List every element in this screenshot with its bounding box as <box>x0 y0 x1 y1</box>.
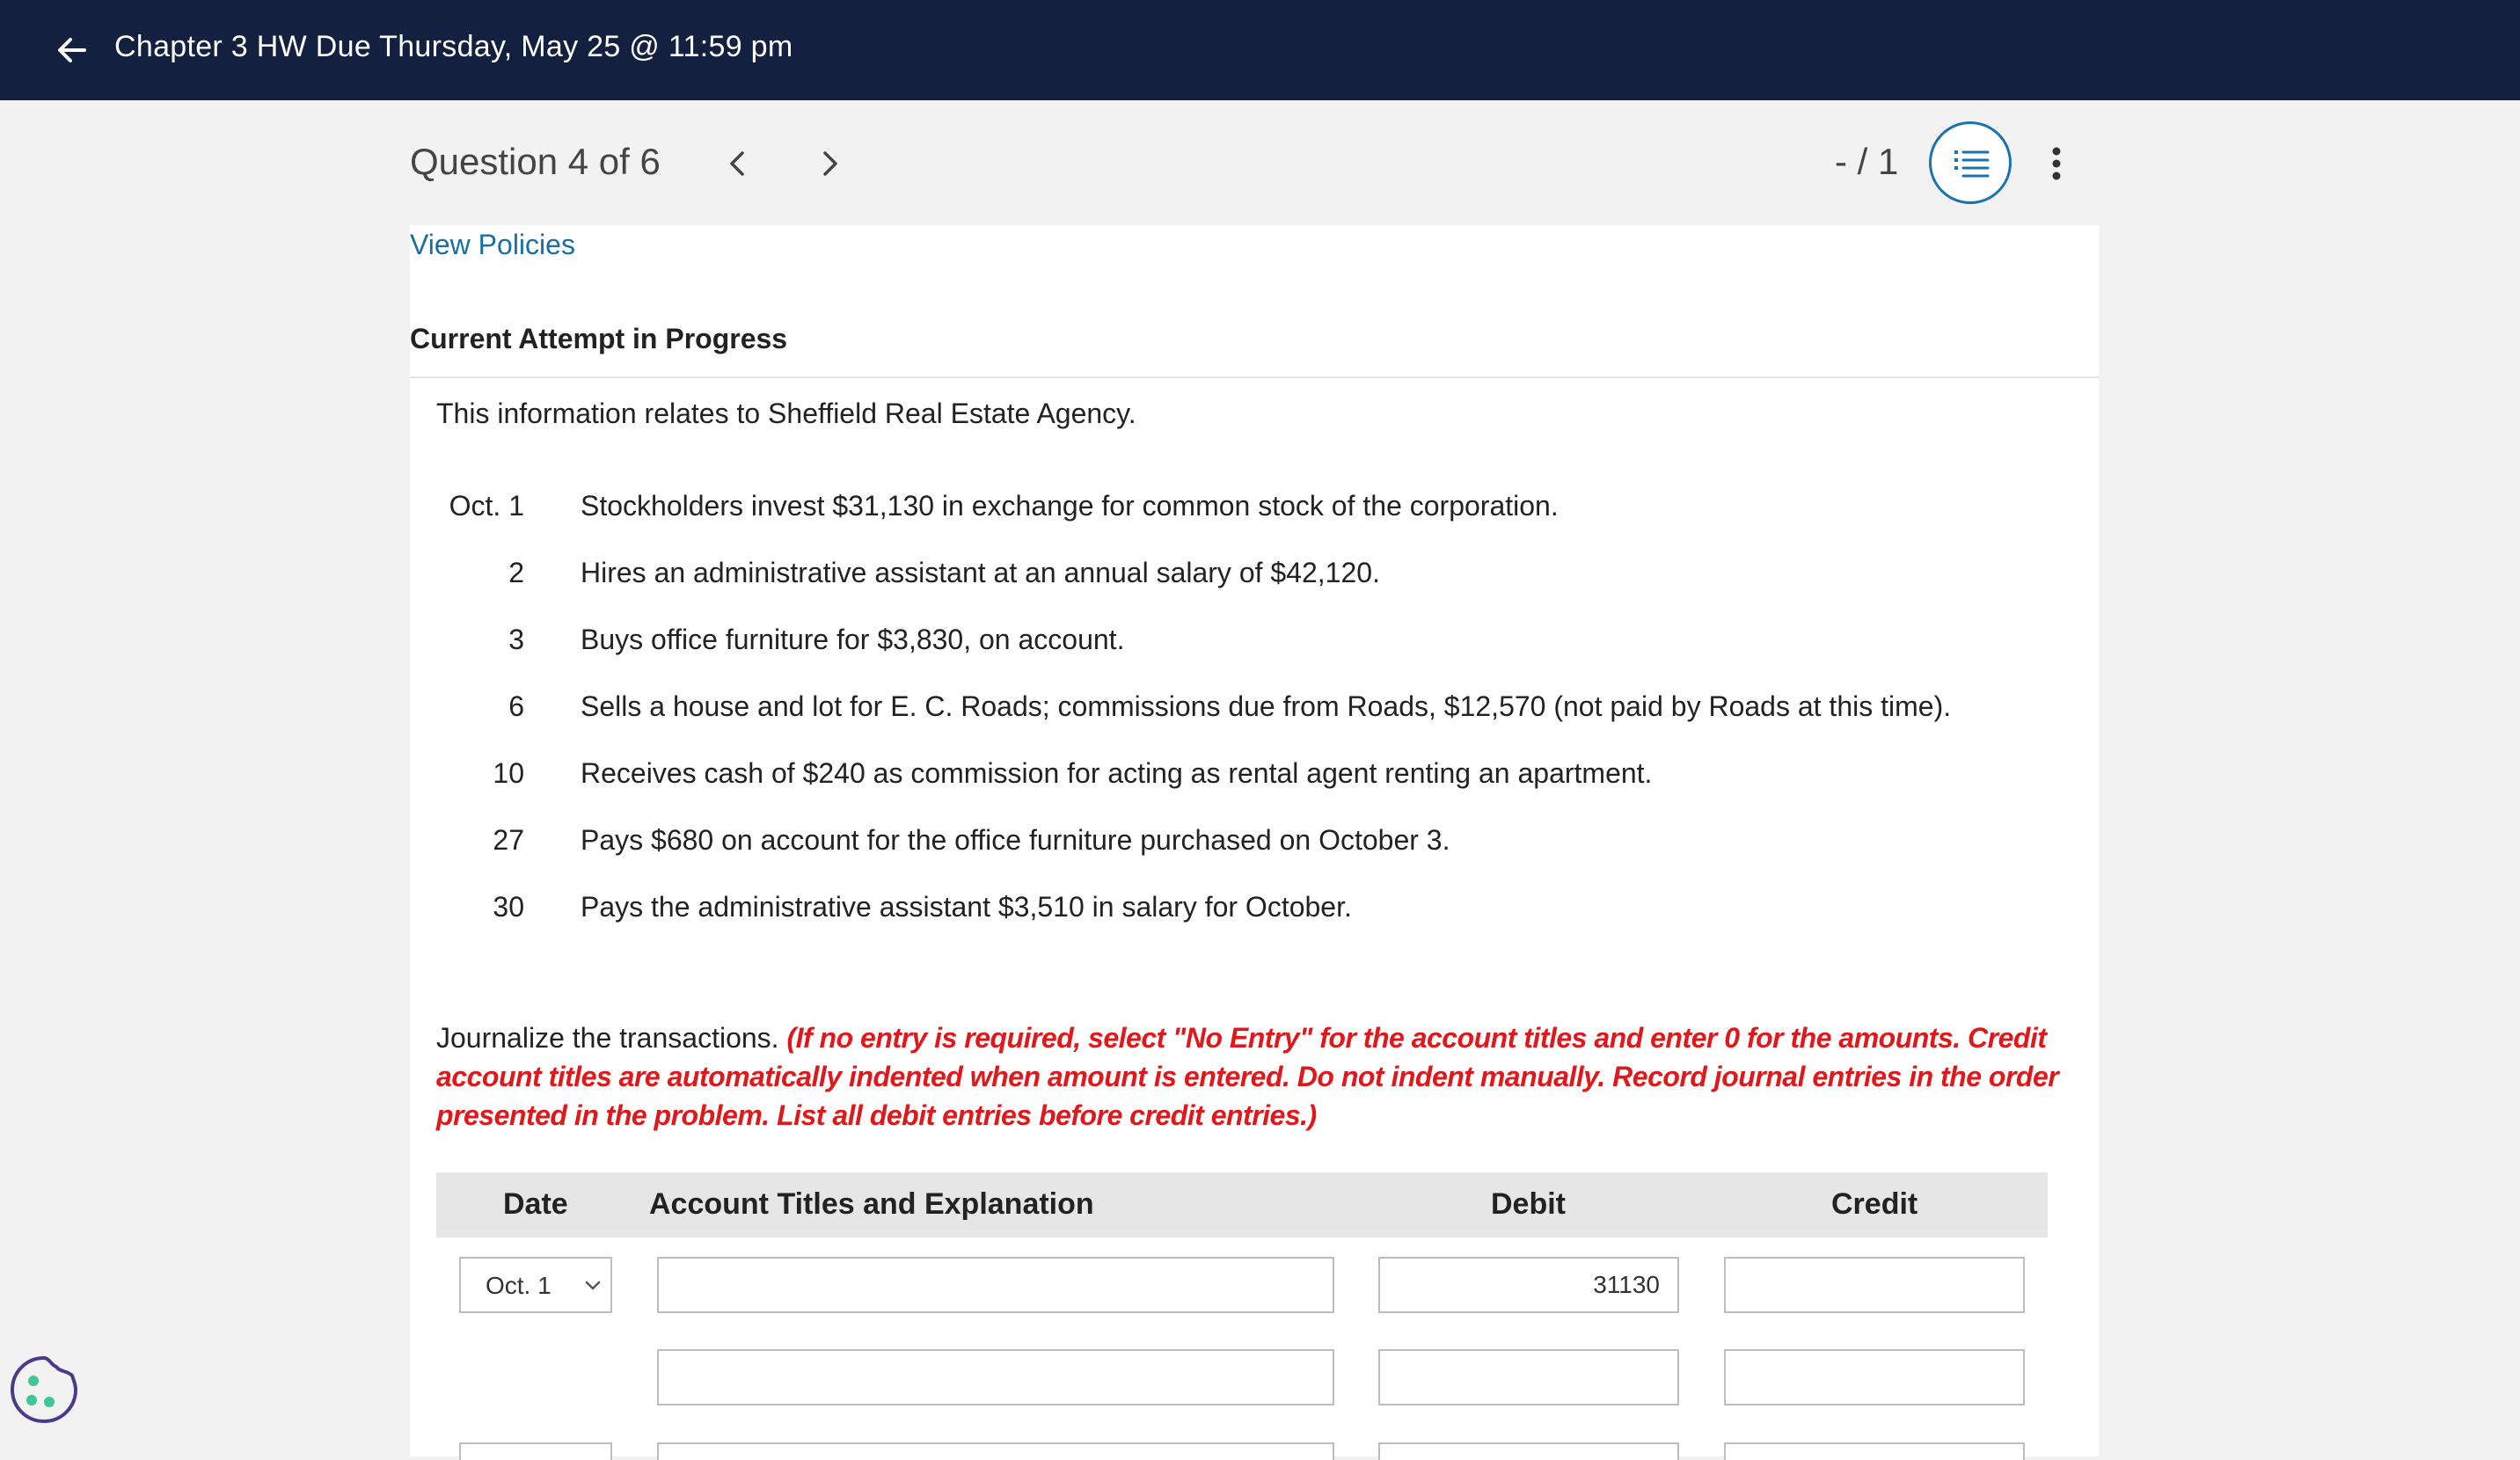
transaction-date: 6 <box>508 690 524 722</box>
chevron-right-icon[interactable] <box>813 142 848 185</box>
transaction-date: 2 <box>508 557 524 588</box>
question-list-button[interactable] <box>1929 121 2012 204</box>
problem-intro: This information relates to Sheffield Real Estate Agency. <box>436 398 1136 429</box>
column-header-debit: Debit <box>1491 1187 1566 1221</box>
credit-input[interactable] <box>1724 1257 2025 1313</box>
score-display: - / 1 <box>1835 141 1899 182</box>
more-vertical-icon[interactable] <box>2041 142 2072 185</box>
question-counter: Question 4 of 6 <box>410 141 661 182</box>
divider <box>410 376 2099 378</box>
transaction-desc: Pays $680 on account for the office furniture purchased on October 3. <box>581 824 1450 856</box>
date-select[interactable] <box>459 1442 612 1460</box>
attempt-status: Current Attempt in Progress <box>410 323 788 354</box>
numbered-list-icon <box>1953 147 1990 180</box>
transaction-date: 3 <box>508 624 524 655</box>
transaction-desc: Receives cash of $240 as commission for acting as rental agent renting an apartment. <box>581 757 1653 789</box>
account-title-input[interactable] <box>657 1257 1334 1313</box>
debit-input[interactable] <box>1378 1349 1679 1405</box>
column-header-date: Date <box>503 1187 568 1221</box>
chevron-left-icon[interactable] <box>719 142 755 185</box>
account-title-input[interactable] <box>657 1349 1334 1405</box>
instructions-lead: Journalize the transactions. <box>436 1022 787 1054</box>
journal-instructions <box>436 1018 2063 1135</box>
debit-input[interactable] <box>1378 1257 1679 1313</box>
debit-input[interactable] <box>1378 1442 1679 1460</box>
date-select[interactable] <box>459 1257 612 1313</box>
date-select-value: Oct. 1 <box>486 1272 551 1299</box>
column-header-credit: Credit <box>1831 1187 1918 1221</box>
cookie-icon[interactable] <box>7 1353 81 1427</box>
transaction-date: 30 <box>493 891 524 923</box>
transaction-date: 10 <box>493 757 524 789</box>
transaction-desc: Hires an administrative assistant at an annual salary of $42,120. <box>581 557 1380 588</box>
account-title-input[interactable] <box>657 1442 1334 1460</box>
top-header-bar <box>0 0 2520 100</box>
column-header-account: Account Titles and Explanation <box>649 1187 1094 1221</box>
instructions-note: (If no entry is required, select "No Entry" for the account titles and enter 0 for the amounts. Credit account titles are automatically indented when amount is entered. Do not indent manually. Record journal entries in the order presented in the problem. List all debit entries before credit entries.) <box>436 1022 2059 1131</box>
credit-input[interactable] <box>1724 1442 2025 1460</box>
transaction-date: 27 <box>493 824 524 856</box>
transaction-desc: Pays the administrative assistant $3,510 in salary for October. <box>581 891 1352 923</box>
chevron-down-icon <box>584 1280 602 1292</box>
credit-input[interactable] <box>1724 1349 2025 1405</box>
transaction-desc: Buys office furniture for $3,830, on account. <box>581 624 1125 655</box>
arrow-left-icon[interactable] <box>55 33 90 68</box>
view-policies-link[interactable]: View Policies <box>410 229 575 260</box>
transaction-desc: Sells a house and lot for E. C. Roads; commissions due from Roads, $12,570 (not paid by Roads at this time). <box>581 690 1952 722</box>
transaction-date: Oct. 1 <box>449 490 524 522</box>
transaction-desc: Stockholders invest $31,130 in exchange for common stock of the corporation. <box>581 490 1559 522</box>
assignment-title: Chapter 3 HW Due Thursday, May 25 @ 11:59 pm <box>114 30 793 63</box>
